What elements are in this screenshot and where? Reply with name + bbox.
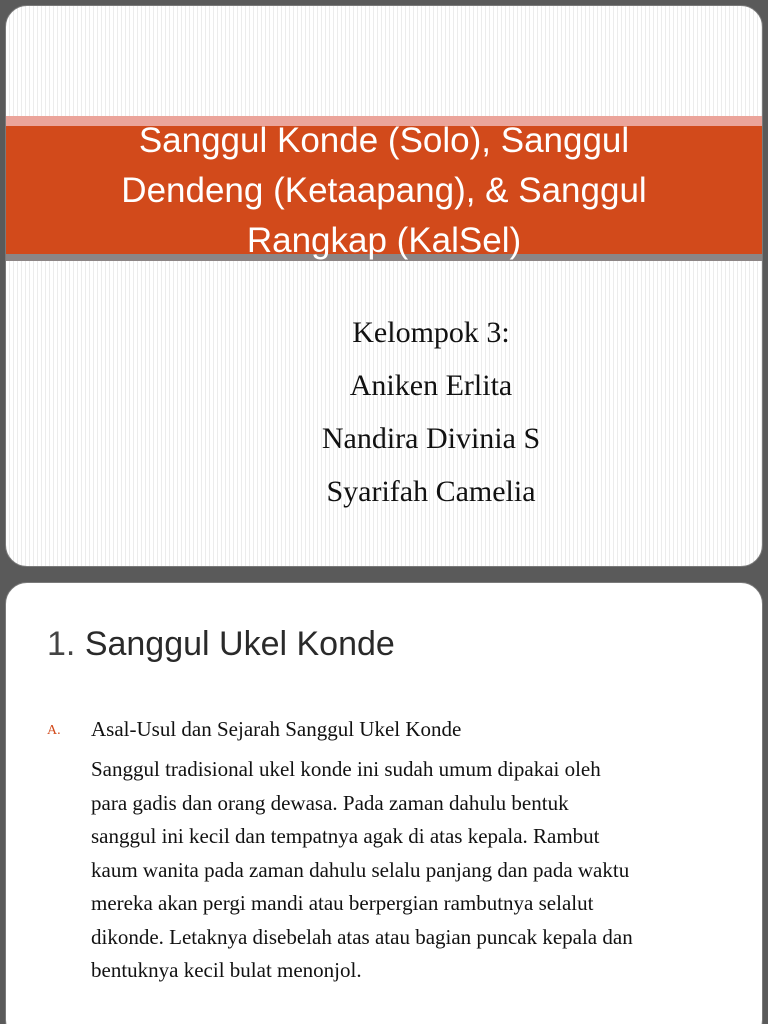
title-slide [5,5,763,567]
section-heading [47,625,395,664]
paragraph-line: dikonde. Letaknya disebelah atas atau bagian puncak kepala dan [91,924,633,949]
group-members [246,306,616,518]
paragraph-line: Sanggul tradisional ukel konde ini sudah umum dipakai oleh [91,757,601,781]
group-label: Kelompok 3: [352,316,510,349]
member-name: Aniken Erlita [349,369,513,402]
paragraph-line: bentuknya kecil bulat menonjol. [91,958,362,982]
section-number: 1. [47,625,76,663]
bullet-heading: Asal-Usul dan Sejarah Sanggul Ukel Konde [91,717,462,741]
slide-title-line-1: Sanggul Konde (Solo), Sanggul [138,121,630,160]
slide-title-line-2: Dendeng (Ketaapang), & Sanggul [121,171,647,210]
content-slide [5,582,763,1024]
slide-title-line-3: Rangkap (KalSel) [246,221,522,260]
body-paragraph [91,753,731,988]
title-band [6,116,762,266]
paragraph-line: mereka akan pergi mandi atau berpergian rambutnya selalut [91,891,594,915]
section-title: Sanggul Ukel Konde [84,625,395,663]
paragraph-line: para gadis dan orang dewasa. Pada zaman dahulu bentuk [91,790,569,815]
member-name: Syarifah Camelia [326,475,536,508]
member-name: Nandira Divinia S [321,422,541,455]
paragraph-line: kaum wanita pada zaman dahulu selalu panjang dan pada waktu [91,857,630,882]
slide-title [26,116,742,266]
bullet-item [47,717,461,742]
paragraph-line: sanggul ini kecil dan tempatnya agak di atas kepala. Rambut [91,824,600,848]
bullet-marker: A. [47,723,61,738]
